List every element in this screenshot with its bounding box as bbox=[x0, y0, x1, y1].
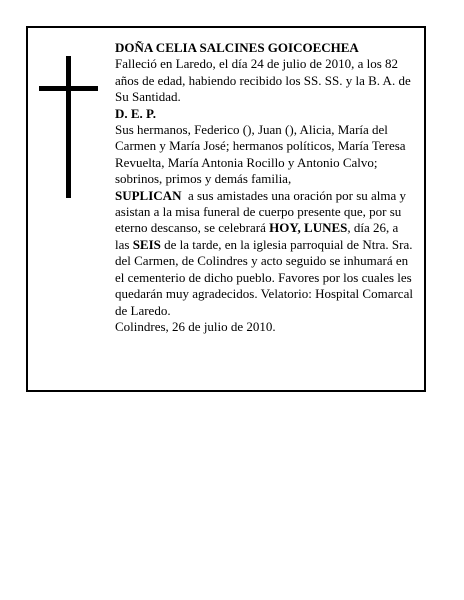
cross-icon-bar bbox=[39, 86, 98, 91]
request-text-3: de la tarde, en la iglesia parroquial de Ntra. Sra. del Carmen, de Colindres y acto seguido se inhumará en el cementerio de dicho pueblo. Favores por los cuales les quedarán muy agradecidos. Velatorio: Hospital Comarcal de Laredo. bbox=[115, 236, 413, 318]
deceased-name: DOÑA CELIA SALCINES GOICOECHEA bbox=[115, 40, 359, 55]
cross-icon bbox=[66, 56, 71, 198]
family-list: Sus hermanos, Federico (), Juan (), Alicia, María del Carmen y María José; hermanos políticos, María Teresa Revuelta, María Antonia Rocillo y Antonio Calvo; sobrinos, primos y demás familia, bbox=[115, 122, 406, 187]
notice-text bbox=[115, 40, 415, 335]
obituary-notice bbox=[26, 26, 426, 392]
death-announcement: Falleció en Laredo, el día 24 de julio de 2010, a los 82 años de edad, habiendo recibido los SS. SS. y la B. A. de Su Santidad. bbox=[115, 56, 411, 105]
suplican-word: SUPLICAN bbox=[115, 187, 182, 203]
request-text-1: a sus amistades una oración por su alma y asistan a la misa funeral de cuerpo presente que, por su eterno descanso, se celebrará bbox=[115, 187, 410, 236]
place-date: Colindres, 26 de julio de 2010. bbox=[115, 318, 276, 334]
request-text-2: , día 26, a las bbox=[115, 220, 399, 252]
funeral-request bbox=[115, 188, 415, 319]
rip-line: D. E. P. bbox=[115, 105, 157, 121]
funeral-day: HOY, LUNES bbox=[269, 220, 348, 236]
funeral-hour: SEIS bbox=[132, 236, 161, 252]
